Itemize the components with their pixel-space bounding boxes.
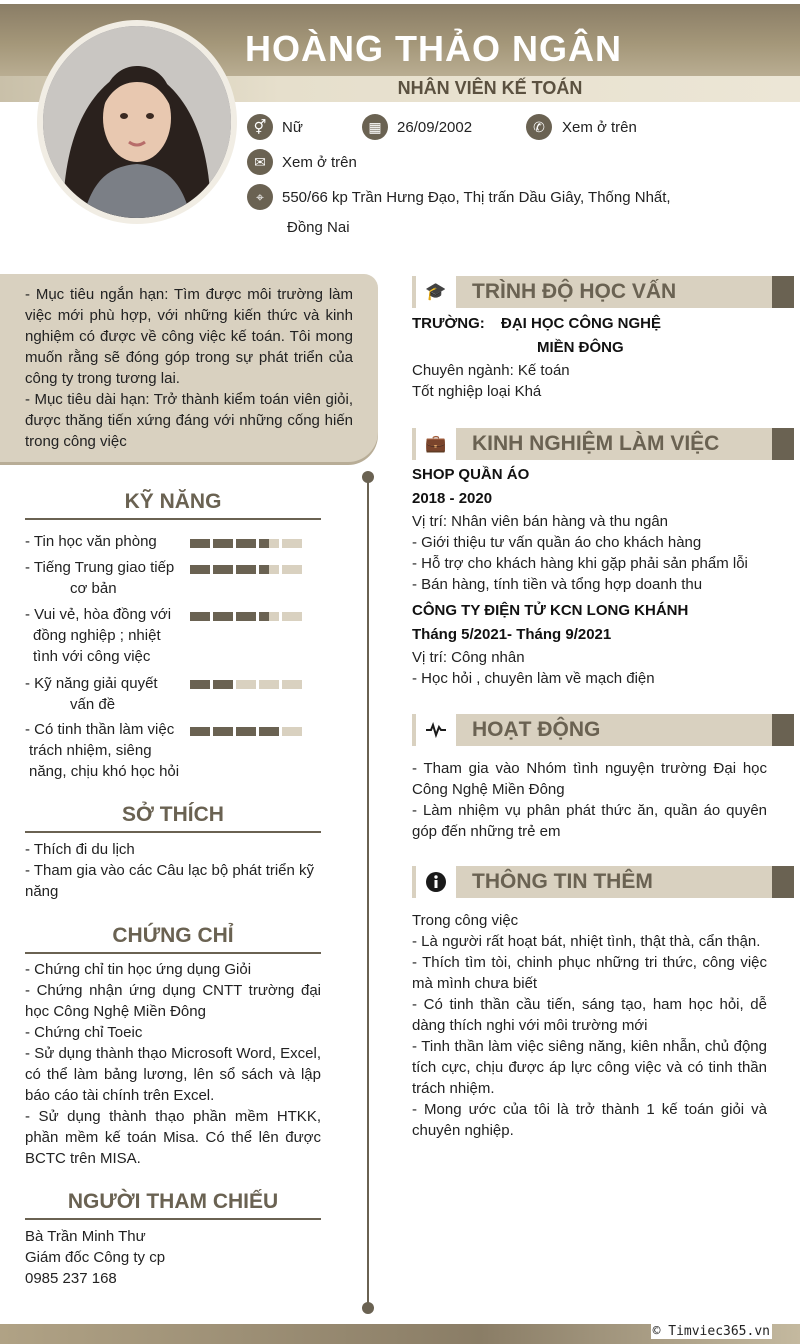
- calendar-icon: ▦: [362, 114, 388, 140]
- hobbies-title: SỞ THÍCH: [122, 803, 224, 826]
- info-icon: [416, 866, 456, 898]
- reference-position: Giám đốc Công ty cp: [25, 1249, 166, 1266]
- references-title: NGƯỜI THAM CHIẾU: [67, 1190, 279, 1213]
- certificates-title: CHỨNG CHỈ: [112, 924, 234, 947]
- list-item: - Giới thiệu tư vấn quần áo cho khách hàng: [412, 534, 702, 551]
- timeline-dot-top: [362, 471, 374, 483]
- job-title: NHÂN VIÊN KẾ TOÁN: [397, 78, 583, 98]
- hobbies-list: [25, 839, 321, 902]
- email-icon: ✉: [247, 149, 273, 175]
- address-line-1: 550/66 kp Trần Hưng Đạo, Thị trấn Dầu Giây, Thống Nhất,: [282, 189, 671, 206]
- list-item: - Mong ước của tôi là trở thành 1 kế toán giỏi và chuyên nghiệp.: [412, 1101, 767, 1139]
- gender-value: Nữ: [282, 119, 303, 136]
- phone-value: Xem ở trên: [562, 119, 637, 136]
- job-company: CÔNG TY ĐIỆN TỬ KCN LONG KHÁNH: [412, 602, 689, 619]
- list-item: - Tham gia vào Nhóm tình nguyện trường Đại học Công Nghệ Miền Đông: [412, 760, 767, 798]
- education-header: 🎓 TRÌNH ĐỘ HỌC VẤN: [412, 276, 794, 308]
- school-name-line-1: ĐẠI HỌC CÔNG NGHỆ: [501, 315, 662, 332]
- job-period: Tháng 5/2021- Tháng 9/2021: [412, 626, 612, 643]
- skill-item: - Tin học văn phòng: [25, 533, 157, 550]
- certificates-rule: [25, 952, 321, 954]
- experience-header: 💼 KINH NGHIỆM LÀM VIỆC: [412, 428, 794, 460]
- hobbies-rule: [25, 831, 321, 833]
- list-item: Vị trí: Công nhân: [412, 649, 525, 666]
- skill-bar: [190, 612, 302, 621]
- job-details: [412, 511, 792, 595]
- references-block: [25, 1226, 321, 1289]
- list-item: - Chứng chỉ tin học ứng dụng Giỏi: [25, 961, 252, 978]
- skill-item: - Kỹ năng giải quyết vấn đề: [25, 675, 158, 713]
- list-item: - Học hỏi , chuyên làm về mạch điện: [412, 670, 655, 687]
- skill-bar: [190, 539, 302, 548]
- objective-long-term: - Mục tiêu dài hạn: Trở thành kiểm toán viên giỏi, được thăng tiến xứng đáng với những cống hiến trong công việc: [25, 391, 353, 450]
- list-item: - Chứng chỉ Toeic: [25, 1024, 143, 1041]
- list-item: - Là người rất hoạt bát, nhiệt tình, thật thà, cẩn thận.: [412, 933, 761, 950]
- school-name-line-2: MIỀN ĐÔNG: [537, 339, 624, 356]
- list-item: - Sử dụng thành thạo Microsoft Word, Excel, có thể làm bảng lương, lên sổ sách và lập báo cáo tài chính trên Excel.: [25, 1045, 321, 1104]
- briefcase-icon: 💼: [416, 428, 456, 460]
- major: Chuyên ngành: Kế toán: [412, 362, 570, 379]
- timeline-line: [367, 480, 369, 1310]
- address-line-2: Đồng Nai: [287, 219, 350, 236]
- objective-text: [25, 284, 353, 452]
- skills-rule: [25, 518, 321, 520]
- activities-list: [412, 758, 767, 842]
- list-item: - Bán hàng, tính tiền và tổng hợp doanh thu: [412, 576, 703, 593]
- graduation-cap-icon: 🎓: [416, 276, 456, 308]
- location-icon: ⌖: [247, 184, 273, 210]
- list-item: - Làm nhiệm vụ phân phát thức ăn, quần áo quyên góp đến những trẻ em: [412, 802, 767, 840]
- copyright: © Timviec365.vn: [652, 1324, 770, 1339]
- candidate-name: HOÀNG THẢO NGÂN: [245, 28, 622, 69]
- skill-item: - Vui vẻ, hòa đồng với đồng nghiệp ; nhiệt tình với công việc: [25, 606, 172, 665]
- activities-header: HOẠT ĐỘNG: [412, 714, 794, 746]
- list-item: - Có tinh thần cầu tiến, sáng tạo, ham học hỏi, dễ dàng thích nghi với môi trường mới: [412, 996, 767, 1034]
- extra-info-header: THÔNG TIN THÊM: [412, 866, 794, 898]
- avatar-frame: [37, 20, 237, 224]
- pulse-icon: [416, 714, 456, 746]
- job-details: [412, 647, 792, 689]
- school-label: TRƯỜNG:: [412, 315, 485, 332]
- list-item: - Tinh thần làm việc siêng năng, kiên nhẫn, chủ động tích cực, chịu được áp lực công việc và có tinh thần trách nhiệm.: [412, 1038, 767, 1097]
- reference-name: Bà Trần Minh Thư: [25, 1228, 146, 1245]
- skill-item: - Tiếng Trung giao tiếp cơ bản: [25, 559, 175, 597]
- list-item: - Chứng nhận ứng dụng CNTT trường đại học Công Nghệ Miền Đông: [25, 982, 321, 1020]
- list-item: Trong công việc: [412, 912, 519, 929]
- email-value: Xem ở trên: [282, 154, 357, 171]
- skill-bar: [190, 727, 302, 736]
- graduation-grade: Tốt nghiệp loại Khá: [412, 383, 542, 400]
- references-rule: [25, 1218, 321, 1220]
- skill-bar: [190, 565, 302, 574]
- certificates-list: [25, 959, 321, 1169]
- dob-value: 26/09/2002: [397, 119, 473, 136]
- skill-item: - Có tinh thần làm việc trách nhiệm, siêng năng, chịu khó học hỏi: [25, 721, 180, 780]
- list-item: Vị trí: Nhân viên bán hàng và thu ngân: [412, 513, 669, 530]
- list-item: - Sử dụng thành thạo phần mềm HTKK, phần mềm kế toán Misa. Có thể lên được BCTC trên MISA.: [25, 1108, 321, 1167]
- avatar: [43, 26, 231, 218]
- gender-icon: ⚥: [247, 114, 273, 140]
- timeline-dot-bottom: [362, 1302, 374, 1314]
- job-period: 2018 - 2020: [412, 490, 493, 507]
- reference-phone: 0985 237 168: [25, 1270, 117, 1287]
- skills-title: KỸ NĂNG: [124, 490, 222, 513]
- extra-info-list: [412, 910, 767, 1141]
- list-item: - Thích đi du lịch: [25, 841, 135, 858]
- phone-icon: ✆: [526, 114, 552, 140]
- list-item: - Tham gia vào các Câu lạc bộ phát triển kỹ năng: [25, 862, 315, 900]
- objective-short-term: - Mục tiêu ngắn hạn: Tìm được môi trường làm việc mới phù hợp, với những kiến thức và kinh nghiệm có được về công việc kế toán. Tôi mong muốn rằng sẽ đóng góp trong sự phát triển của công ty trong tương lai.: [25, 286, 353, 387]
- skill-bar: [190, 680, 302, 689]
- list-item: - Hỗ trợ cho khách hàng khi gặp phải sản phẩm lỗi: [412, 555, 748, 572]
- list-item: - Thích tìm tòi, chinh phục những tri thức, công việc mà mình chưa biết: [412, 954, 767, 992]
- job-company: SHOP QUẦN ÁO: [412, 466, 530, 483]
